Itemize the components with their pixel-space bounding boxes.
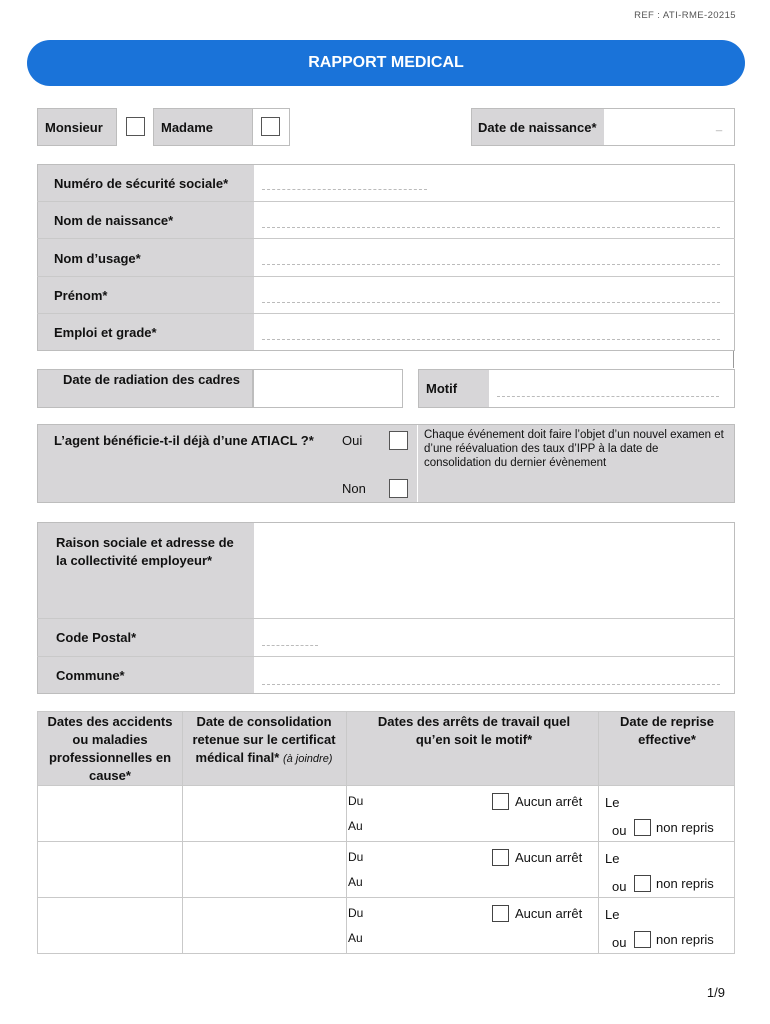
- motif-input[interactable]: [489, 370, 734, 407]
- row1-le-label: Le: [605, 795, 620, 810]
- divider: [598, 712, 599, 953]
- row3-du-label: Du: [348, 906, 364, 920]
- row2-le-label: Le: [605, 851, 620, 866]
- motif-input-line: [497, 396, 719, 397]
- employer-label: Raison sociale et adresse de la collectivité employeur*: [56, 535, 234, 568]
- row2-non-repris-checkbox[interactable]: [634, 875, 651, 892]
- col-header-reprise: Date de reprise effective*: [620, 714, 714, 747]
- row2-aucun-arret-checkbox[interactable]: [492, 849, 509, 866]
- usage-name-label: Nom d’usage*: [54, 250, 141, 266]
- job-grade-label: Emploi et grade*: [54, 325, 157, 340]
- row2-au-label: Au: [348, 875, 363, 889]
- non-label: Non: [342, 481, 366, 496]
- birth-name-label: Nom de naissance*: [54, 213, 174, 228]
- row1-non-repris-label: non repris: [656, 820, 714, 835]
- atiacl-note: Chaque événement doit faire l’objet d’un nouvel examen et d’une réévaluation des taux d’IPP à la date de consolidation du dernier évènement: [424, 429, 724, 469]
- col-header-consolidation-text: Date de consolidation retenue sur le certificat médical final*: [192, 714, 336, 765]
- commune-input[interactable]: [262, 684, 720, 685]
- ssn-label: Numéro de sécurité sociale*: [54, 176, 229, 191]
- page-title: RAPPORT MEDICAL: [27, 40, 745, 86]
- divider: [37, 618, 735, 619]
- ssn-input[interactable]: [262, 189, 427, 190]
- col-header-accidents: Dates des accidents ou maladies professionnelles en cause*: [47, 714, 173, 783]
- motif-label: Motif: [426, 381, 458, 396]
- divider: [733, 351, 734, 368]
- oui-label: Oui: [342, 433, 363, 448]
- col-header-arrets: Dates des arrêts de travail quel qu’en soit le motif*: [377, 714, 571, 747]
- row3-non-repris-label: non repris: [656, 932, 714, 947]
- row1-aucun-arret-label: Aucun arrêt: [515, 794, 583, 809]
- radiation-date-input[interactable]: [253, 369, 403, 408]
- postal-code-input[interactable]: [262, 645, 318, 646]
- row2-ou-label: ou: [612, 879, 627, 894]
- divider: [38, 897, 734, 898]
- birthdate-input[interactable]: [604, 109, 734, 145]
- page-number: 1/9: [706, 985, 725, 1000]
- postal-code-label: Code Postal*: [56, 630, 137, 645]
- commune-label: Commune*: [56, 668, 125, 683]
- row2-du-label: Du: [348, 850, 364, 864]
- birthdate-label: Date de naissance*: [478, 119, 597, 135]
- first-name-label: Prénom*: [54, 288, 108, 303]
- row2-aucun-arret-label: Aucun arrêt: [515, 850, 583, 865]
- birthdate-hint: _: [716, 120, 723, 132]
- row3-ou-label: ou: [612, 935, 627, 950]
- atiacl-question: L’agent bénéficie-t-il déjà d’une ATIACL ?*: [54, 433, 314, 448]
- row3-au-label: Au: [348, 931, 363, 945]
- monsieur-checkbox[interactable]: [126, 117, 145, 136]
- birth-name-input[interactable]: [262, 227, 720, 228]
- row3-aucun-arret-checkbox[interactable]: [492, 905, 509, 922]
- row3-non-repris-checkbox[interactable]: [634, 931, 651, 948]
- employer-input[interactable]: [254, 523, 734, 618]
- divider: [417, 425, 418, 502]
- radiation-label: Date de radiation des cadres: [63, 372, 241, 387]
- row1-non-repris-checkbox[interactable]: [634, 819, 651, 836]
- row1-ou-label: ou: [612, 823, 627, 838]
- non-checkbox[interactable]: [389, 479, 408, 498]
- madame-label: Madame: [161, 119, 214, 135]
- divider: [346, 712, 347, 953]
- row2-non-repris-label: non repris: [656, 876, 714, 891]
- job-grade-input[interactable]: [262, 339, 720, 340]
- document-reference: REF : ATI-RME-20215: [634, 10, 736, 21]
- row1-du-label: Du: [348, 794, 364, 808]
- row1-au-label: Au: [348, 819, 363, 833]
- usage-name-input[interactable]: [262, 264, 720, 265]
- monsieur-label: Monsieur: [45, 119, 103, 135]
- madame-checkbox[interactable]: [261, 117, 280, 136]
- divider: [37, 656, 735, 657]
- divider: [182, 712, 183, 953]
- col-header-consolidation-note: (à joindre): [282, 753, 333, 765]
- col-header-consolidation: [184, 713, 344, 768]
- divider: [38, 785, 734, 786]
- row1-aucun-arret-checkbox[interactable]: [492, 793, 509, 810]
- row3-le-label: Le: [605, 907, 620, 922]
- oui-checkbox[interactable]: [389, 431, 408, 450]
- divider: [38, 841, 734, 842]
- divider: [37, 276, 735, 277]
- first-name-input[interactable]: [262, 302, 720, 303]
- row3-aucun-arret-label: Aucun arrêt: [515, 906, 583, 921]
